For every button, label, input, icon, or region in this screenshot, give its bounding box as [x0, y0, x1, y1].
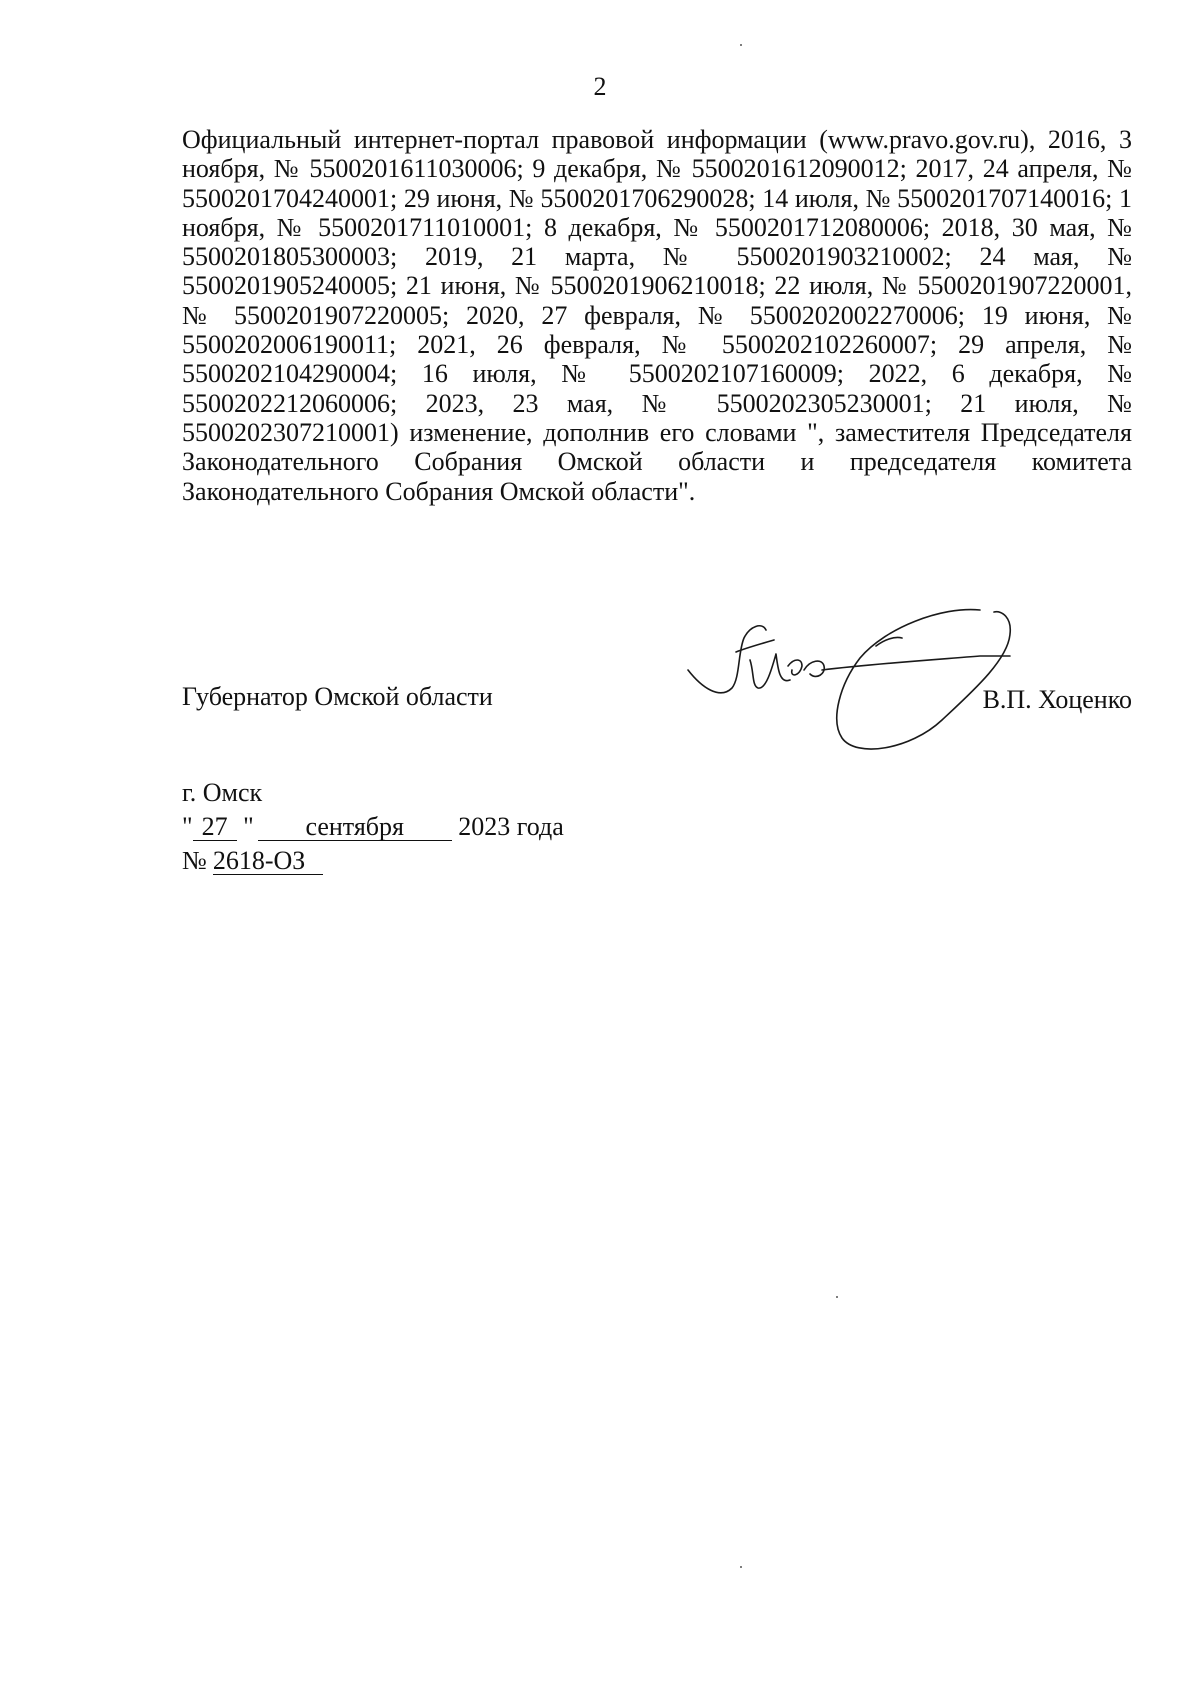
number-prefix: № — [182, 846, 207, 875]
scan-speck — [740, 44, 742, 46]
document-meta — [182, 776, 564, 878]
date-month: сентября — [258, 814, 452, 841]
signer-name: В.П. Хоценко — [982, 685, 1132, 714]
body-paragraph: Официальный интернет-портал правовой информации (www.pravo.gov.ru), 2016, 3 ноября, № 5500201611030006; 9 декабря, № 5500201612090012; 2017, 24 апреля, № 5500201704240001; 29 июня, № 5500201706290028; 14 июля, № 5500201707140016; 1 ноября, № 5500201711010001; 8 декабря, № 5500201712080006; 2018, 30 мая, № 5500201805300003; 2019, 21 марта, № 5500201903210002; 24 мая, № 5500201905240005; 21 июня, № 5500201906210018; 22 июля, № 5500201907220001, № 5500201907220005; 2020, 27 февраля, № 5500202002270006; 19 июня, № 5500202006190011; 2021, 26 февраля, № 5500202102260007; 29 апреля, № 5500202104290004; 16 июля, № 5500202107160009; 2022, 6 декабря, № 5500202212060006; 2023, 23 мая, № 5500202305230001; 21 июля, № 5500202307210001) изменение, дополнив его словами ", заместителя Председателя Законодательного Собрания Омской области и председателя комитета Законодательного Собрания Омской области". — [182, 125, 1132, 506]
scan-speck — [740, 1566, 742, 1568]
scan-speck — [836, 1296, 838, 1298]
date-line — [182, 810, 564, 844]
city-line — [182, 776, 564, 810]
handwritten-signature — [680, 600, 1050, 770]
date-open-quote: " — [182, 812, 193, 841]
document-number: 2618-ОЗ — [213, 848, 323, 875]
city: г. Омск — [182, 778, 263, 807]
number-line — [182, 844, 564, 878]
page-number: 2 — [593, 72, 607, 101]
date-year: 2023 года — [458, 812, 564, 841]
date-close-quote: " — [236, 812, 254, 841]
signer-title: Губернатор Омской области — [182, 682, 493, 711]
date-day: 27 — [193, 814, 237, 841]
